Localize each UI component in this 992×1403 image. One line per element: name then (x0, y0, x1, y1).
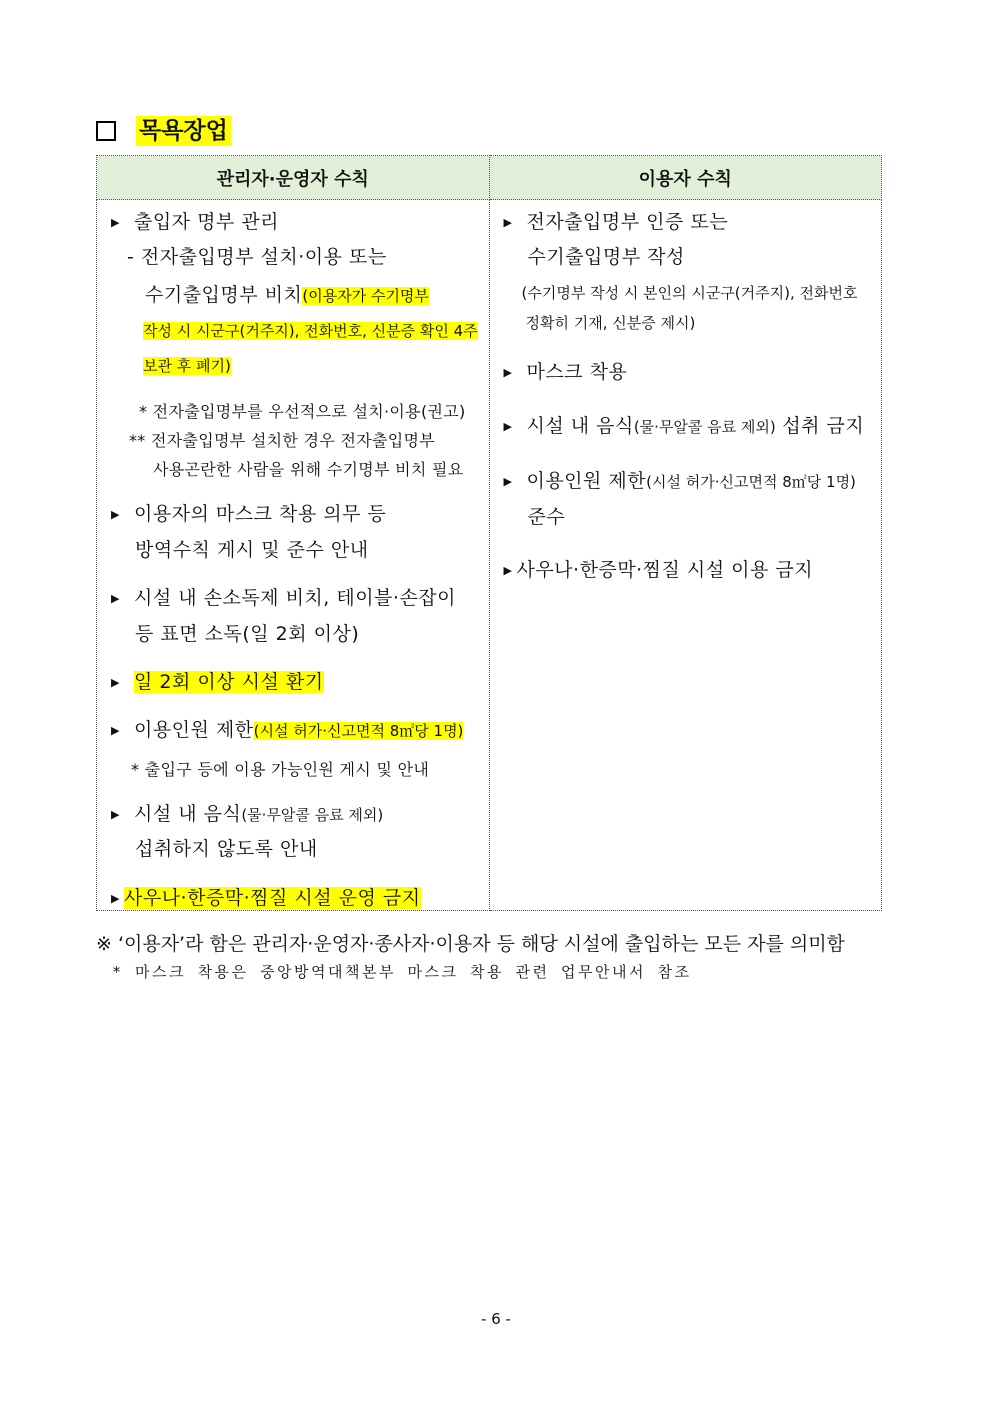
list-item: ▶ 전자출입명부 인증 또는 (503, 211, 729, 233)
triangle-bullet-icon: ▶ (503, 475, 513, 488)
checkbox-icon (96, 121, 116, 141)
list-item: 방역수칙 게시 및 준수 안내 (135, 539, 369, 561)
triangle-bullet-icon: ▶ (111, 724, 120, 737)
section-title: 목욕장업 (136, 116, 231, 146)
triangle-bullet-icon: ▶ (111, 592, 120, 605)
triangle-bullet-icon: ▶ (503, 216, 513, 229)
footnote-mask-reference: * 마스크 착용은 중앙방역대책본부 마스크 착용 관련 업무안내서 참조 (112, 963, 692, 981)
list-item: 작성 시 시군구(거주지), 전화번호, 신분증 확인 4주 (143, 322, 478, 340)
note: * 전자출입명부를 우선적으로 설치·이용(권고) (139, 402, 466, 421)
note: 사용곤란한 사람을 위해 수기명부 비치 필요 (153, 460, 464, 479)
list-item: ▶ 이용자의 마스크 착용 의무 등 (111, 503, 387, 525)
page-number: - 6 - (481, 1310, 511, 1328)
note: 정확히 기재, 신분증 제시) (525, 314, 696, 332)
list-item: ▶ 시설 내 음식(물·무알콜 음료 제외) (111, 803, 384, 825)
note: ** 전자출입명부 설치한 경우 전자출입명부 (129, 431, 435, 450)
list-item: 준수 (527, 506, 566, 528)
list-item: ▶ 이용인원 제한(시설 허가·신고면적 8㎡당 1명) (111, 719, 464, 741)
user-rules-cell (489, 200, 882, 911)
list-item: 섭취하지 않도록 안내 (135, 838, 318, 860)
list-item: ▶ 시설 내 음식(물·무알콜 음료 제외) 섭취 금지 (503, 415, 865, 437)
list-item: 수기출입명부 비치(이용자가 수기명부 (145, 284, 429, 306)
triangle-bullet-icon: ▶ (111, 508, 120, 521)
list-item: ▶ 마스크 착용 (503, 361, 628, 383)
list-item: ▶ 시설 내 손소독제 비치, 테이블·손잡이 (111, 587, 457, 609)
list-item: 수기출입명부 작성 (527, 246, 685, 268)
list-item: ▶ 출입자 명부 관리 (111, 211, 280, 233)
triangle-bullet-icon: ▶ (111, 808, 120, 821)
header-user-rules: 이용자 수칙 (489, 156, 882, 200)
list-item: ▶ 이용인원 제한(시설 허가·신고면적 8㎡당 1명) (503, 470, 856, 492)
footnote-definition: ※ ‘이용자’라 함은 관리자·운영자·종사자·이용자 등 해당 시설에 출입하는 모든 자를 의미함 (96, 933, 845, 955)
triangle-bullet-icon: ▶ (503, 564, 513, 577)
header-manager-rules: 관리자·운영자 수칙 (97, 156, 490, 200)
triangle-bullet-icon: ▶ (111, 216, 120, 229)
list-item: 등 표면 소독(일 2회 이상) (135, 623, 360, 645)
list-item: - 전자출입명부 설치·이용 또는 (127, 246, 387, 268)
list-item: ▶ 사우나·한증막·찜질 시설 운영 금지 (111, 887, 421, 909)
list-item: ▶ 일 2회 이상 시설 환기 (111, 671, 324, 693)
note: (수기명부 작성 시 본인의 시군구(거주지), 전화번호 (521, 284, 858, 302)
triangle-bullet-icon: ▶ (503, 366, 513, 379)
section-heading (96, 115, 231, 147)
list-item: 보관 후 폐기) (143, 357, 231, 375)
list-item: ▶ 사우나·한증막·찜질 시설 이용 금지 (503, 559, 814, 581)
triangle-bullet-icon: ▶ (111, 892, 120, 905)
triangle-bullet-icon: ▶ (111, 676, 120, 689)
note: * 출입구 등에 이용 가능인원 게시 및 안내 (131, 760, 430, 779)
manager-rules-cell (97, 200, 490, 911)
triangle-bullet-icon: ▶ (503, 420, 513, 433)
rules-table (96, 155, 882, 911)
